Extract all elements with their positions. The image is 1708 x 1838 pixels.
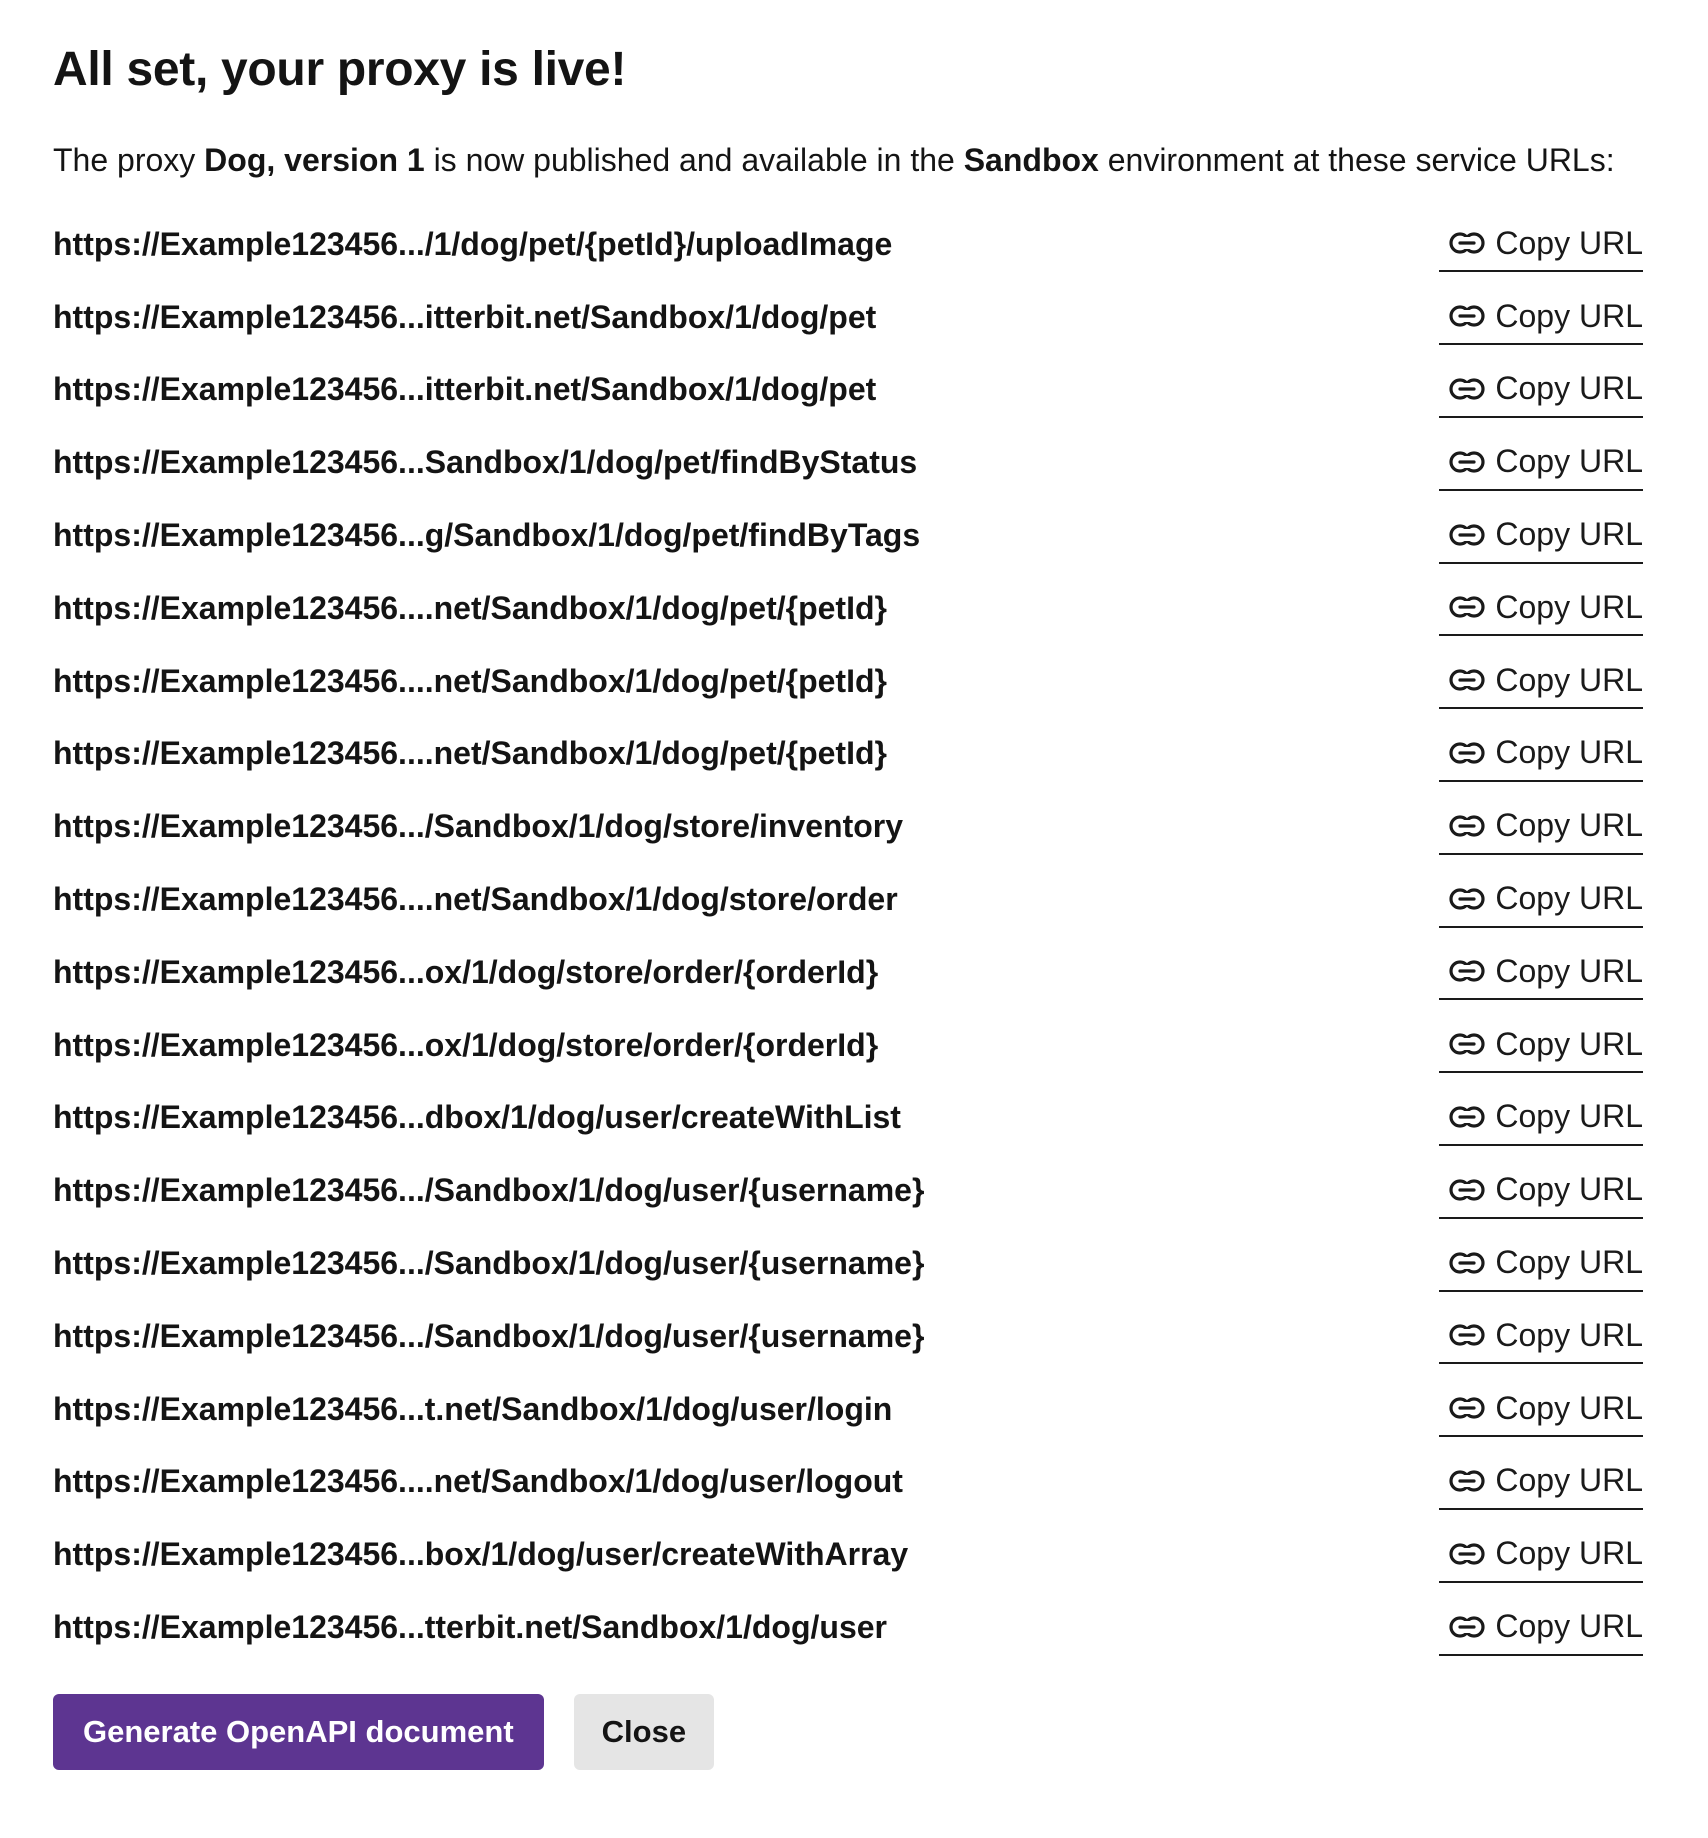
link-icon [1449,596,1485,618]
url-row [53,1591,1643,1664]
copy-url-label: Copy URL [1495,443,1643,480]
copy-url-button[interactable] [1439,1236,1643,1292]
copy-url-button[interactable] [1439,653,1643,709]
service-url-list [53,208,1643,1664]
copy-url-label: Copy URL [1495,297,1643,334]
service-url: https://Example123456...ox/1/dog/store/order/{orderId} [53,953,879,990]
copy-url-label: Copy URL [1495,1316,1643,1353]
copy-url-label: Copy URL [1495,1244,1643,1281]
link-icon [1449,1543,1485,1565]
service-url: https://Example123456...Sandbox/1/dog/pet/findByStatus [53,444,918,481]
link-icon [1449,669,1485,691]
service-url: https://Example123456...itterbit.net/Sandbox/1/dog/pet [53,298,877,335]
url-row [53,426,1643,499]
service-url: https://Example123456...itterbit.net/Sandbox/1/dog/pet [53,371,877,408]
link-icon [1449,1033,1485,1055]
copy-url-button[interactable] [1439,799,1643,855]
copy-url-label: Copy URL [1495,224,1643,261]
url-row [53,1227,1643,1300]
copy-url-button[interactable] [1439,362,1643,418]
proxy-name: Dog, version 1 [204,142,425,178]
copy-url-button[interactable] [1439,726,1643,782]
copy-url-label: Copy URL [1495,952,1643,989]
copy-url-label: Copy URL [1495,807,1643,844]
environment-name: Sandbox [963,142,1099,178]
link-icon [1449,1616,1485,1638]
url-row [53,1154,1643,1227]
link-icon [1449,524,1485,546]
link-icon [1449,451,1485,473]
link-icon [1449,1252,1485,1274]
copy-url-label: Copy URL [1495,516,1643,553]
dialog-title: All set, your proxy is live! [53,43,627,96]
url-row [53,1373,1643,1446]
url-row [53,645,1643,718]
service-url: https://Example123456...box/1/dog/user/createWithArray [53,1536,909,1573]
copy-url-label: Copy URL [1495,1608,1643,1645]
generate-openapi-button[interactable]: Generate OpenAPI document [53,1694,544,1770]
link-icon [1449,960,1485,982]
service-url: https://Example123456...ox/1/dog/store/order/{orderId} [53,1026,879,1063]
copy-url-label: Copy URL [1495,1171,1643,1208]
copy-url-button[interactable] [1439,1381,1643,1437]
service-url: https://Example123456....net/Sandbox/1/dog/pet/{petId} [53,589,887,626]
url-row [53,1518,1643,1591]
url-row [53,499,1643,572]
url-row [53,281,1643,354]
copy-url-button[interactable] [1439,1527,1643,1583]
copy-url-button[interactable] [1439,1017,1643,1073]
copy-url-label: Copy URL [1495,661,1643,698]
copy-url-label: Copy URL [1495,880,1643,917]
service-url: https://Example123456.../Sandbox/1/dog/store/inventory [53,808,904,845]
copy-url-button[interactable] [1439,580,1643,636]
service-url: https://Example123456....net/Sandbox/1/dog/user/logout [53,1463,903,1500]
link-icon [1449,1179,1485,1201]
copy-url-button[interactable] [1439,508,1643,564]
copy-url-button[interactable] [1439,216,1643,272]
service-url: https://Example123456....net/Sandbox/1/dog/pet/{petId} [53,735,887,772]
copy-url-button[interactable] [1439,872,1643,928]
copy-url-label: Copy URL [1495,1462,1643,1499]
service-url: https://Example123456.../Sandbox/1/dog/user/{username} [53,1245,925,1282]
url-row [53,936,1643,1009]
copy-url-label: Copy URL [1495,1025,1643,1062]
service-url: https://Example123456...g/Sandbox/1/dog/pet/findByTags [53,517,921,554]
intro-prefix: The proxy [53,142,205,178]
copy-url-button[interactable] [1439,289,1643,345]
url-row [53,1082,1643,1155]
url-row [53,790,1643,863]
copy-url-button[interactable] [1439,1600,1643,1656]
intro-text [53,140,1655,180]
url-row [53,718,1643,791]
link-icon [1449,888,1485,910]
copy-url-button[interactable] [1439,1454,1643,1510]
link-icon [1449,1470,1485,1492]
service-url: https://Example123456.../1/dog/pet/{petId}/uploadImage [53,225,893,262]
url-row [53,208,1643,281]
intro-middle: is now published and available in the [424,142,964,178]
copy-url-label: Copy URL [1495,588,1643,625]
url-row [53,1300,1643,1373]
copy-url-button[interactable] [1439,435,1643,491]
url-row [53,572,1643,645]
url-row [53,1009,1643,1082]
close-button[interactable]: Close [574,1694,714,1770]
copy-url-label: Copy URL [1495,1098,1643,1135]
url-row [53,1446,1643,1519]
link-icon [1449,742,1485,764]
copy-url-label: Copy URL [1495,1389,1643,1426]
copy-url-label: Copy URL [1495,734,1643,771]
link-icon [1449,378,1485,400]
copy-url-label: Copy URL [1495,370,1643,407]
url-row [53,354,1643,427]
copy-url-button[interactable] [1439,1163,1643,1219]
service-url: https://Example123456....net/Sandbox/1/dog/pet/{petId} [53,662,887,699]
service-url: https://Example123456...dbox/1/dog/user/createWithList [53,1099,901,1136]
service-url: https://Example123456...tterbit.net/Sandbox/1/dog/user [53,1609,887,1646]
dialog-actions [53,1694,1655,1770]
service-url: https://Example123456...t.net/Sandbox/1/dog/user/login [53,1390,893,1427]
service-url: https://Example123456....net/Sandbox/1/dog/store/order [53,881,898,918]
copy-url-button[interactable] [1439,1308,1643,1364]
url-row [53,863,1643,936]
copy-url-button[interactable] [1439,944,1643,1000]
copy-url-button[interactable] [1439,1090,1643,1146]
link-icon [1449,1324,1485,1346]
link-icon [1449,1106,1485,1128]
copy-url-label: Copy URL [1495,1535,1643,1572]
service-url: https://Example123456.../Sandbox/1/dog/user/{username} [53,1172,925,1209]
intro-suffix: environment at these service URLs: [1098,142,1615,178]
link-icon [1449,1397,1485,1419]
link-icon [1449,305,1485,327]
service-url: https://Example123456.../Sandbox/1/dog/user/{username} [53,1317,925,1354]
link-icon [1449,815,1485,837]
link-icon [1449,232,1485,254]
